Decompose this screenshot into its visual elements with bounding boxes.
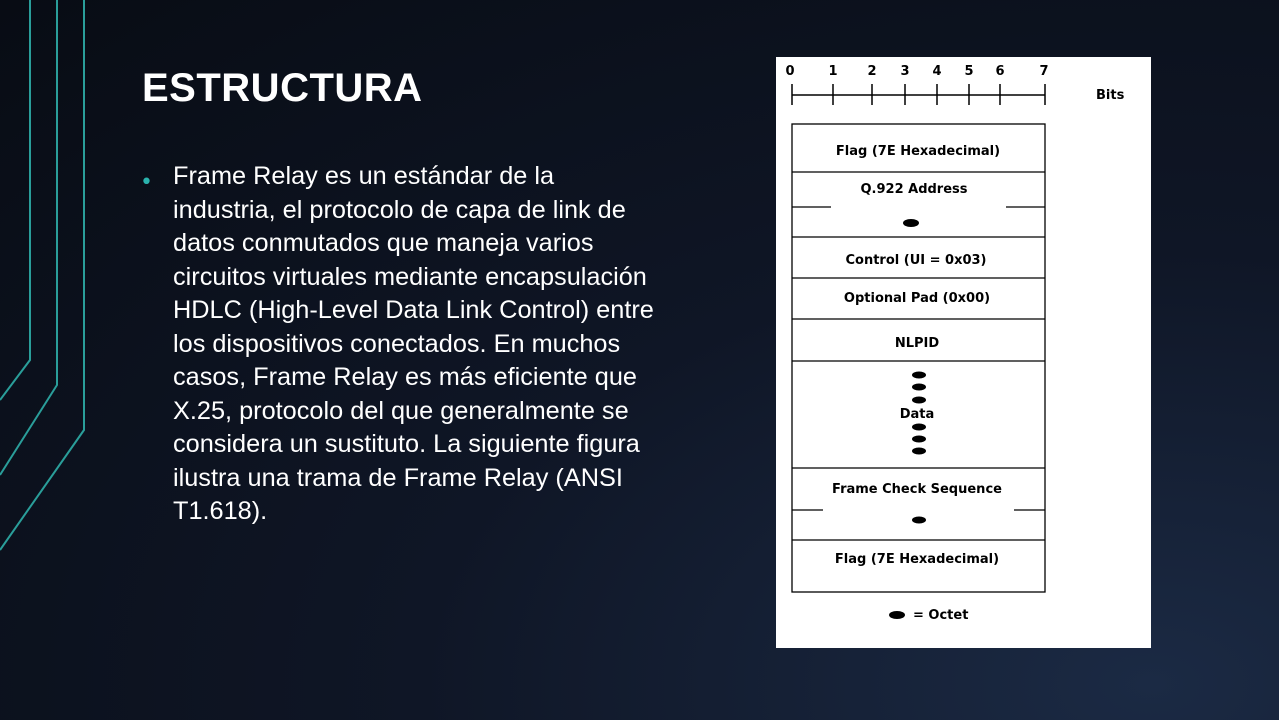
frame-relay-diagram — [776, 57, 1151, 648]
octet-dot-data-6 — [912, 448, 926, 455]
octet-dot-data-4 — [912, 424, 926, 431]
field-nlpid: NLPID — [894, 336, 940, 351]
deco-line-3 — [0, 0, 84, 550]
octet-dot-data-3 — [912, 397, 926, 404]
deco-line-1 — [0, 0, 30, 400]
bullet-marker: • — [140, 170, 153, 195]
bullet-text: Frame Relay es un estándar de la industria, el protocolo de capa de link de datos conmutados que maneja varios circuitos virtuales mediante encapsulación HDLC (High-Level Data Link Control) entre los dispositivos conectados. En muchos casos, Frame Relay es más eficiente que X.25, protocolo del que generalmente se considera un sustituto. La siguiente figura ilustra una trama de Frame Relay (ANSI T1.618). — [173, 162, 654, 525]
field-flag-top: Flag (7E Hexadecimal) — [835, 144, 1001, 159]
field-fcs: Frame Check Sequence — [832, 482, 1002, 497]
octet-dot-data-5 — [912, 436, 926, 443]
deco-line-2 — [0, 0, 57, 475]
bits-label: Bits — [1096, 88, 1125, 103]
field-address: Q.922 Address — [860, 182, 968, 197]
field-data: Data — [899, 407, 935, 422]
bit-ruler — [792, 84, 1045, 105]
octet-dot-data-1 — [912, 372, 926, 379]
slide-title: ESTRUCTURA — [142, 66, 423, 110]
bit-label-2: 2 — [867, 64, 877, 79]
legend-label: = Octet — [913, 608, 969, 623]
field-flag-bottom: Flag (7E Hexadecimal) — [834, 552, 1000, 567]
octet-dot-address — [903, 219, 919, 227]
field-pad: Optional Pad (0x00) — [843, 291, 991, 306]
octet-dot-data-2 — [912, 384, 926, 391]
bit-label-5: 5 — [964, 64, 974, 79]
octet-dot-fcs — [912, 517, 926, 524]
bit-label-3: 3 — [900, 64, 910, 79]
bit-label-7: 7 — [1039, 64, 1049, 79]
field-control: Control (UI = 0x03) — [845, 253, 987, 268]
bit-label-6: 6 — [995, 64, 1005, 79]
bit-label-0: 0 — [785, 64, 795, 79]
legend-dot — [889, 611, 905, 619]
bit-label-4: 4 — [932, 64, 942, 79]
bit-label-1: 1 — [828, 64, 838, 79]
